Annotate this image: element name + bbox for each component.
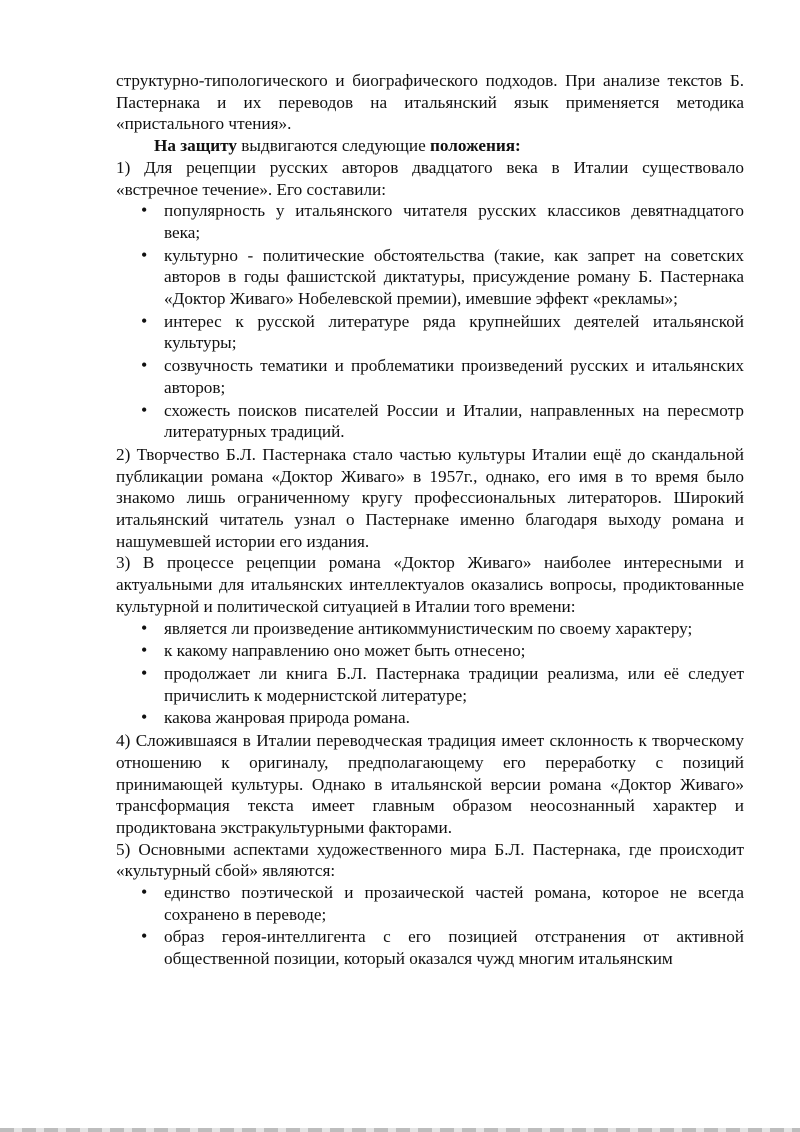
defense-heading <box>116 135 744 157</box>
thesis-1 <box>116 157 744 443</box>
list-item: • образ героя-интеллигента с его позицией отстранения от активной общественной позиции, который оказался чужд многим итальянским <box>164 926 744 969</box>
defense-positions-label: положения: <box>430 136 521 156</box>
thesis-2 <box>116 444 744 553</box>
defense-connector: выдвигаются следующие <box>236 136 430 156</box>
list-item: • культурно - политические обстоятельства (такие, как запрет на советских авторов в годы фашистской диктатуры, присуждение роману Б. Пастернака «Доктор Живаго» Нобелевской премии), имевшие эффект «рекламы»; <box>164 245 744 310</box>
thesis-text: 1) Для рецепции русских авторов двадцатого века в Италии существовало «встречное течение». Его составили: <box>116 157 744 199</box>
page-body <box>116 70 744 970</box>
thesis-text: 2) Творчество Б.Л. Пастернака стало частью культуры Италии ещё до скандальной публикации романа «Доктор Живаго» в 1957г., однако, его имя в то время было знакомо лишь ограниченному кругу профессиональных литераторов. Широкий итальянский читатель узнал о Пастернаке именно благодаря выходу романа и нашумевшей истории его издания. <box>116 444 744 551</box>
list-item: • является ли произведение антикоммунистическим по своему характеру; <box>164 618 744 640</box>
thesis-5 <box>116 839 744 970</box>
list-item: • созвучность тематики и проблематики произведений русских и итальянских авторов; <box>164 355 744 398</box>
defense-bold-label: На защиту <box>154 136 237 156</box>
thesis-4 <box>116 730 744 839</box>
list-item: • популярность у итальянского читателя русских классиков девятнадцатого века; <box>164 200 744 243</box>
thesis-5-bullet-list <box>116 882 744 970</box>
thesis-text: 5) Основными аспектами художественного мира Б.Л. Пастернака, где происходит «культурный сбой» являются: <box>116 839 744 881</box>
list-item: • единство поэтической и прозаической частей романа, которое не всегда сохранено в переводе; <box>164 882 744 925</box>
list-item: • какова жанровая природа романа. <box>164 707 744 729</box>
list-item: • схожесть поисков писателей России и Италии, направленных на пересмотр литературных традиций. <box>164 400 744 443</box>
thesis-text: 4) Сложившаяся в Италии переводческая традиция имеет склонность к творческому отношению к оригиналу, предполагающему его переработку с позиций принимающей культуры. Однако в итальянской версии романа «Доктор Живаго» трансформация текста имеет главным образом неосознанный характер и продиктована экстракультурными факторами. <box>116 731 744 837</box>
scan-bottom-edge <box>0 1128 800 1132</box>
list-item: • к какому направлению оно может быть отнесено; <box>164 640 744 662</box>
thesis-text: 3) В процессе рецепции романа «Доктор Живаго» наиболее интересными и актуальными для итальянских интеллектуалов оказались вопросы, продиктованные культурной и политической ситуацией в Италии того времени: <box>116 553 744 616</box>
thesis-1-bullet-list <box>116 200 744 443</box>
intro-paragraph: структурно-типологического и биографического подходов. При анализе текстов Б. Пастернака и их переводов на итальянский язык применяется методика «пристального чтения». <box>116 71 744 134</box>
thesis-3 <box>116 552 744 729</box>
thesis-3-bullet-list <box>116 618 744 730</box>
list-item: • продолжает ли книга Б.Л. Пастернака традиции реализма, или её следует причислить к модернистской литературе; <box>164 663 744 706</box>
list-item: • интерес к русской литературе ряда крупнейших деятелей итальянской культуры; <box>164 311 744 354</box>
